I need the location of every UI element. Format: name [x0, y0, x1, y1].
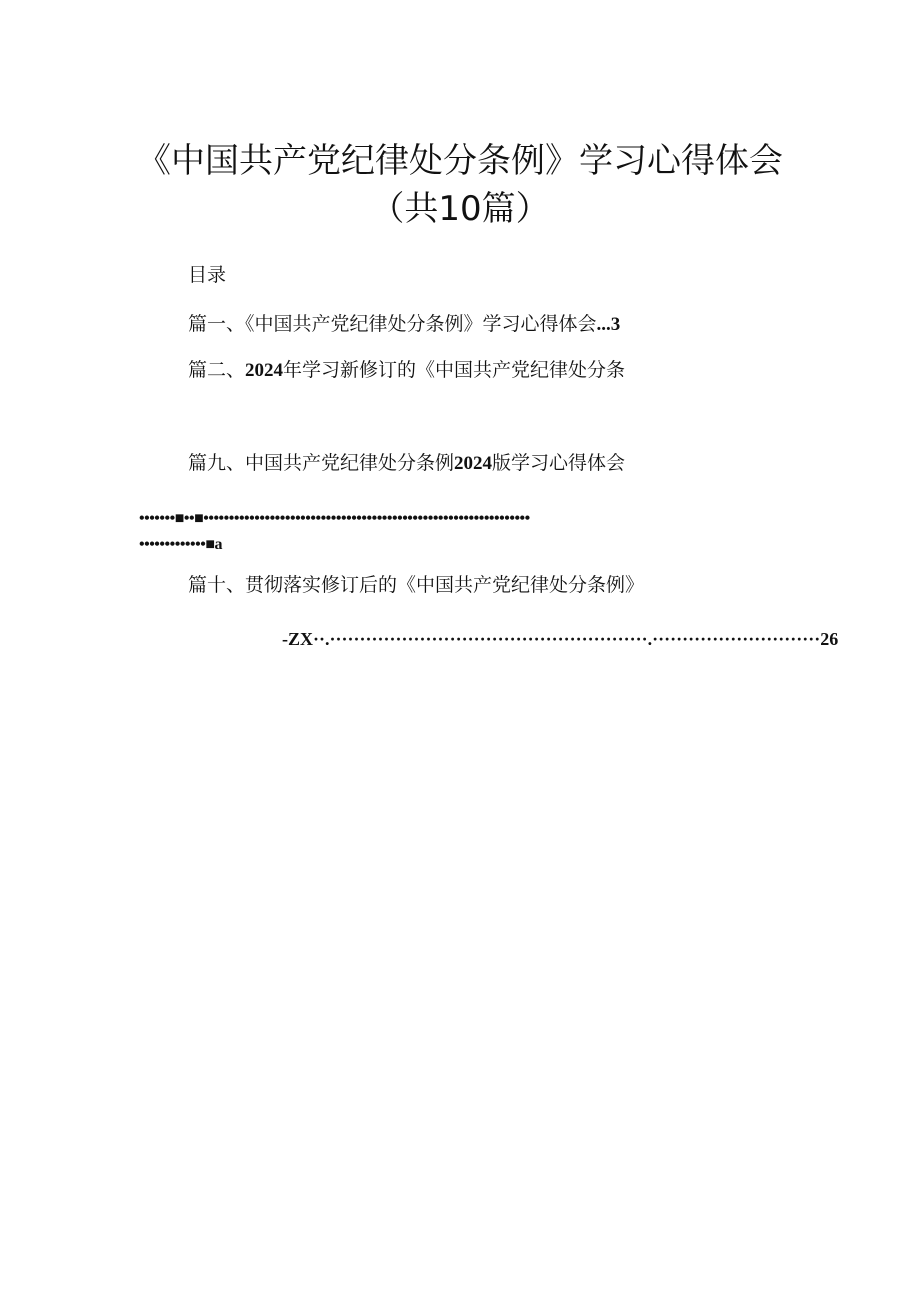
- toc-item-2-rest: 年学习新修订的《中国共产党纪律处分条: [283, 359, 626, 381]
- document-title: 《中国共产党纪律处分条例》学习心得体会: [137, 141, 783, 181]
- toc-item-9-rest: 版学习心得体会: [492, 452, 626, 474]
- toc-leader-line-1: •••••••■••■••••••••••••••••••••••••••••••••••••••••••••••••••••••••••••••••: [139, 510, 530, 527]
- toc-item-9-year: 2024: [454, 453, 493, 474]
- toc-item-2-prefix: 篇二、: [188, 359, 246, 381]
- toc-item-1[interactable]: [188, 311, 620, 338]
- toc-item-9[interactable]: [188, 450, 625, 477]
- toc-leader-line-3: -ZX··.·····················································.····························26: [282, 629, 839, 649]
- toc-item-10[interactable]: [188, 572, 644, 598]
- toc-item-2[interactable]: [188, 357, 625, 384]
- toc-heading: 目录: [188, 264, 227, 286]
- toc-leader-line-2: •••••••••••••■a: [139, 536, 222, 553]
- toc-item-1-page: ...3: [596, 314, 621, 335]
- toc-item-10-title: 篇十、贯彻落实修订后的《中国共产党纪律处分条例》: [188, 574, 645, 596]
- toc-item-1-title: 篇一、《中国共产党纪律处分条例》学习心得体会: [188, 313, 597, 335]
- toc-item-2-year: 2024: [245, 360, 284, 381]
- toc-item-9-prefix: 篇九、中国共产党纪律处分条例: [188, 452, 455, 474]
- document-subtitle: （共10篇）: [370, 189, 550, 229]
